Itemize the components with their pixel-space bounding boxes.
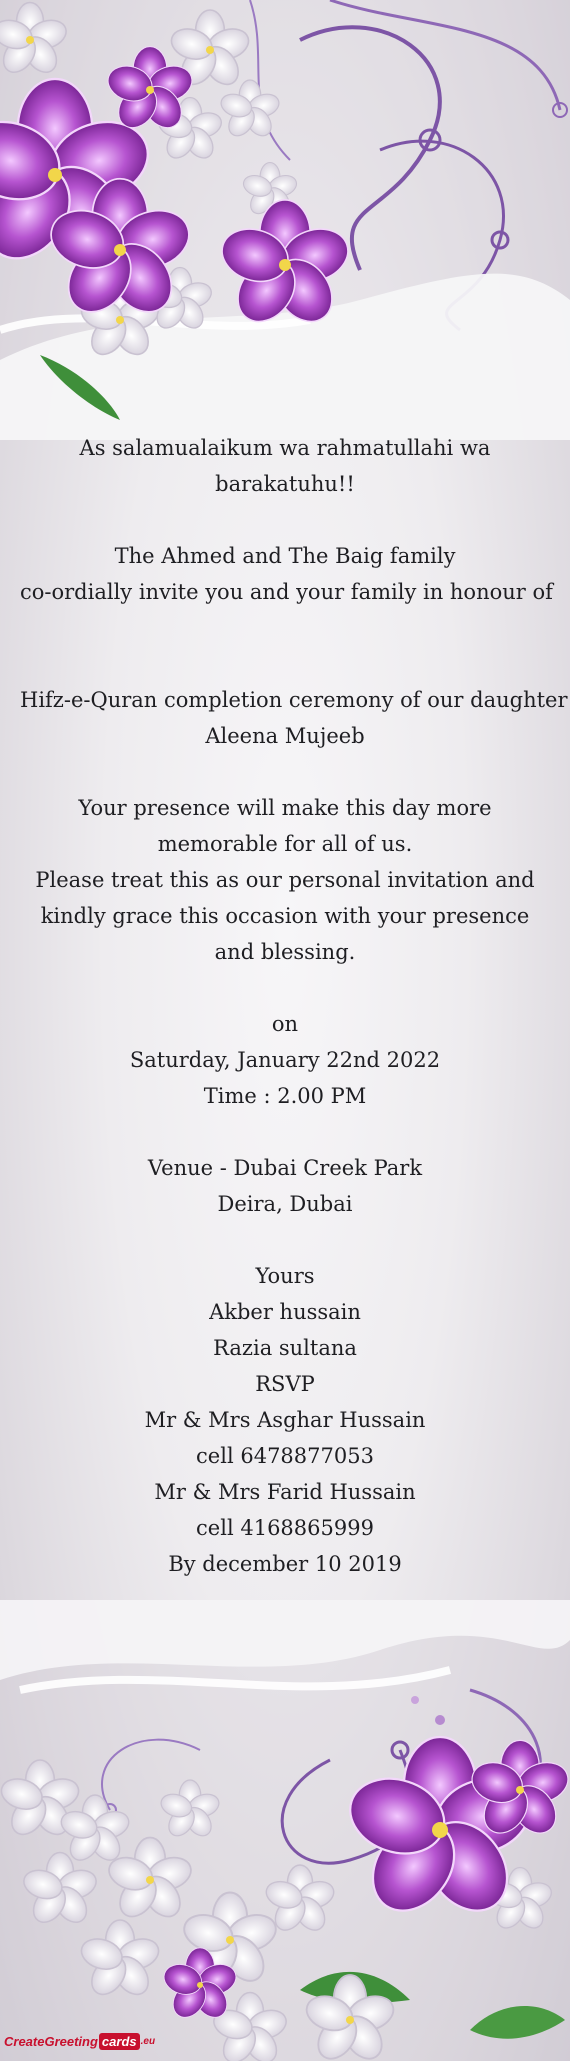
rsvp-contact-1-name: Mr & Mrs Asghar Hussain (144, 1408, 426, 1432)
presence-note: Your presence will make this day more memorable for all of us. (78, 796, 492, 856)
event-date: Saturday, January 22nd 2022 (129, 1048, 441, 1072)
venue-location: Deira, Dubai (217, 1192, 353, 1216)
logo-text-main: CreateGreeting (4, 2033, 98, 2049)
rsvp-contact-1-phone: cell 6478877053 (196, 1444, 374, 1468)
event-name: Hifz-e-Quran completion ceremony of our daughter (20, 688, 568, 712)
hosts: The Ahmed and The Baig family (114, 544, 456, 568)
rsvp-contact-2-name: Mr & Mrs Farid Hussain (154, 1480, 416, 1504)
logo-text-domain: .eu (140, 2035, 156, 2047)
floral-decoration-top (0, 0, 570, 440)
event-time: Time : 2.00 PM (203, 1084, 367, 1108)
sender-1: Akber hussain (209, 1300, 361, 1324)
yours-label: Yours (255, 1264, 315, 1288)
site-logo[interactable] (4, 2025, 156, 2057)
sender-2: Razia sultana (213, 1336, 357, 1360)
greeting: As salamualaikum wa rahmatullahi wa barakatuhu!! (79, 436, 491, 496)
invitation-text (20, 430, 568, 1582)
rsvp-deadline: By december 10 2019 (168, 1552, 402, 1576)
honoree-name: Aleena Mujeeb (205, 724, 365, 748)
venue: Venue - Dubai Creek Park (147, 1156, 423, 1180)
rsvp-contact-2-phone: cell 4168865999 (196, 1516, 374, 1540)
floral-decoration-bottom (0, 1600, 570, 2061)
on-label: on (271, 1012, 299, 1036)
rsvp-label: RSVP (255, 1372, 315, 1396)
request-note: Please treat this as our personal invitation and kindly grace this occasion with your presence and blessing. (35, 868, 535, 964)
invite-line: co-ordially invite you and your family in honour of (20, 580, 553, 604)
logo-text-badge: cards (99, 2033, 140, 2050)
